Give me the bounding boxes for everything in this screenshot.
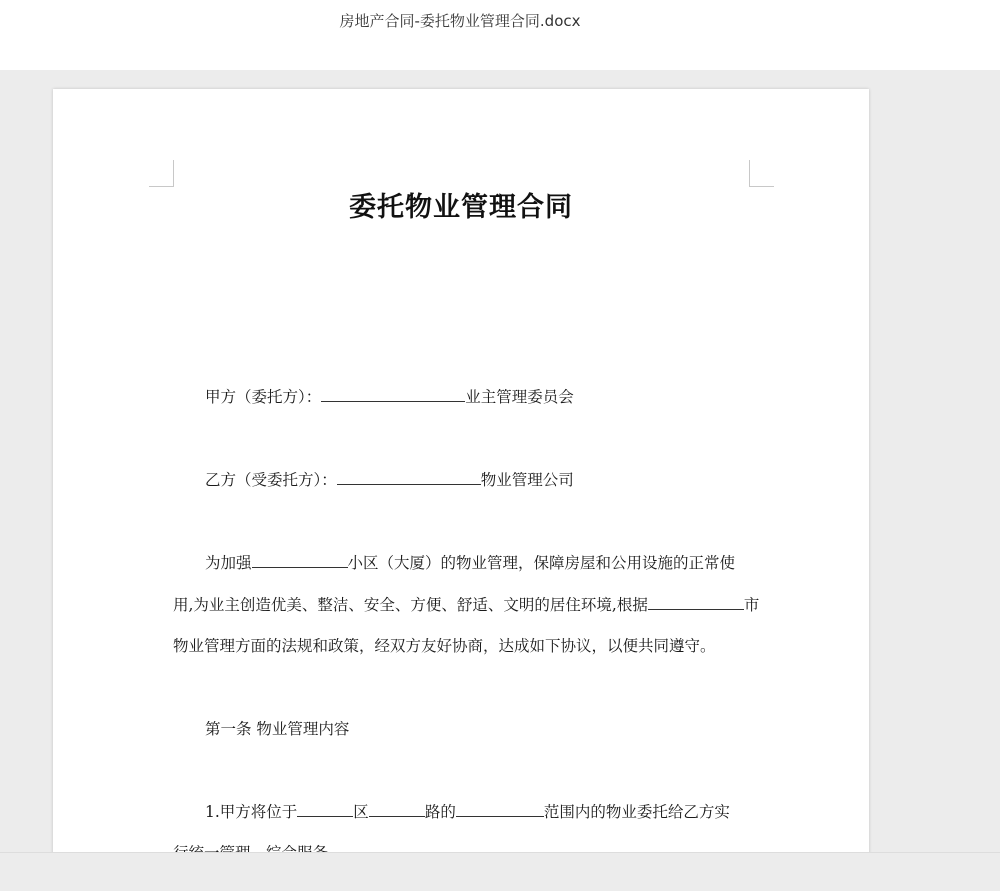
bottom-bar [0, 852, 1000, 891]
intro-city-blank [648, 595, 744, 610]
party-a-label: 甲方（委托方）： [205, 388, 322, 406]
clause-1-line-1 [205, 802, 730, 822]
intro-line-2-start: 用,为业主创造优美、整洁、安全、方便、舒适、文明的居住环境,根据 [173, 596, 648, 614]
clause-1-part-2: 区 [353, 803, 369, 821]
party-b-blank [337, 470, 481, 485]
party-a-line [205, 387, 574, 407]
intro-line-2-end: 市 [743, 596, 760, 614]
contract-title: 委托物业管理合同 [349, 192, 573, 223]
margin-corner-mark-right [749, 160, 774, 187]
title-bar [0, 0, 1000, 70]
party-a-suffix: 业主管理委员会 [465, 388, 574, 406]
clause-1-range-blank [456, 802, 544, 817]
intro-line-2 [173, 595, 759, 615]
clause-1-road-blank [369, 802, 425, 817]
intro-community-blank [252, 553, 348, 568]
document-page [53, 89, 869, 889]
party-b-label: 乙方（受委托方）： [205, 471, 337, 489]
party-b-line [205, 470, 574, 490]
document-file-name: 房地产合同-委托物业管理合同.docx [339, 12, 581, 30]
margin-corner-mark-left [149, 160, 174, 187]
intro-line-3: 物业管理方面的法规和政策，经双方友好协商，达成如下协议，以便共同遵守。 [173, 637, 716, 655]
article-1-heading: 第一条 物业管理内容 [205, 720, 350, 738]
party-a-blank [321, 387, 465, 402]
intro-line-1 [205, 553, 735, 573]
clause-1-part-1: 1.甲方将位于 [205, 803, 298, 821]
party-b-suffix: 物业管理公司 [480, 471, 574, 489]
clause-1-part-4: 范围内的物业委托给乙方实 [543, 803, 730, 821]
intro-line-1-start: 为加强 [205, 554, 252, 572]
clause-1-part-3: 路的 [424, 803, 456, 821]
intro-line-1-end: 小区（大厦）的物业管理，保障房屋和公用设施的正常使 [347, 554, 736, 572]
clause-1-district-blank [297, 802, 353, 817]
document-viewer[interactable] [0, 70, 1000, 852]
